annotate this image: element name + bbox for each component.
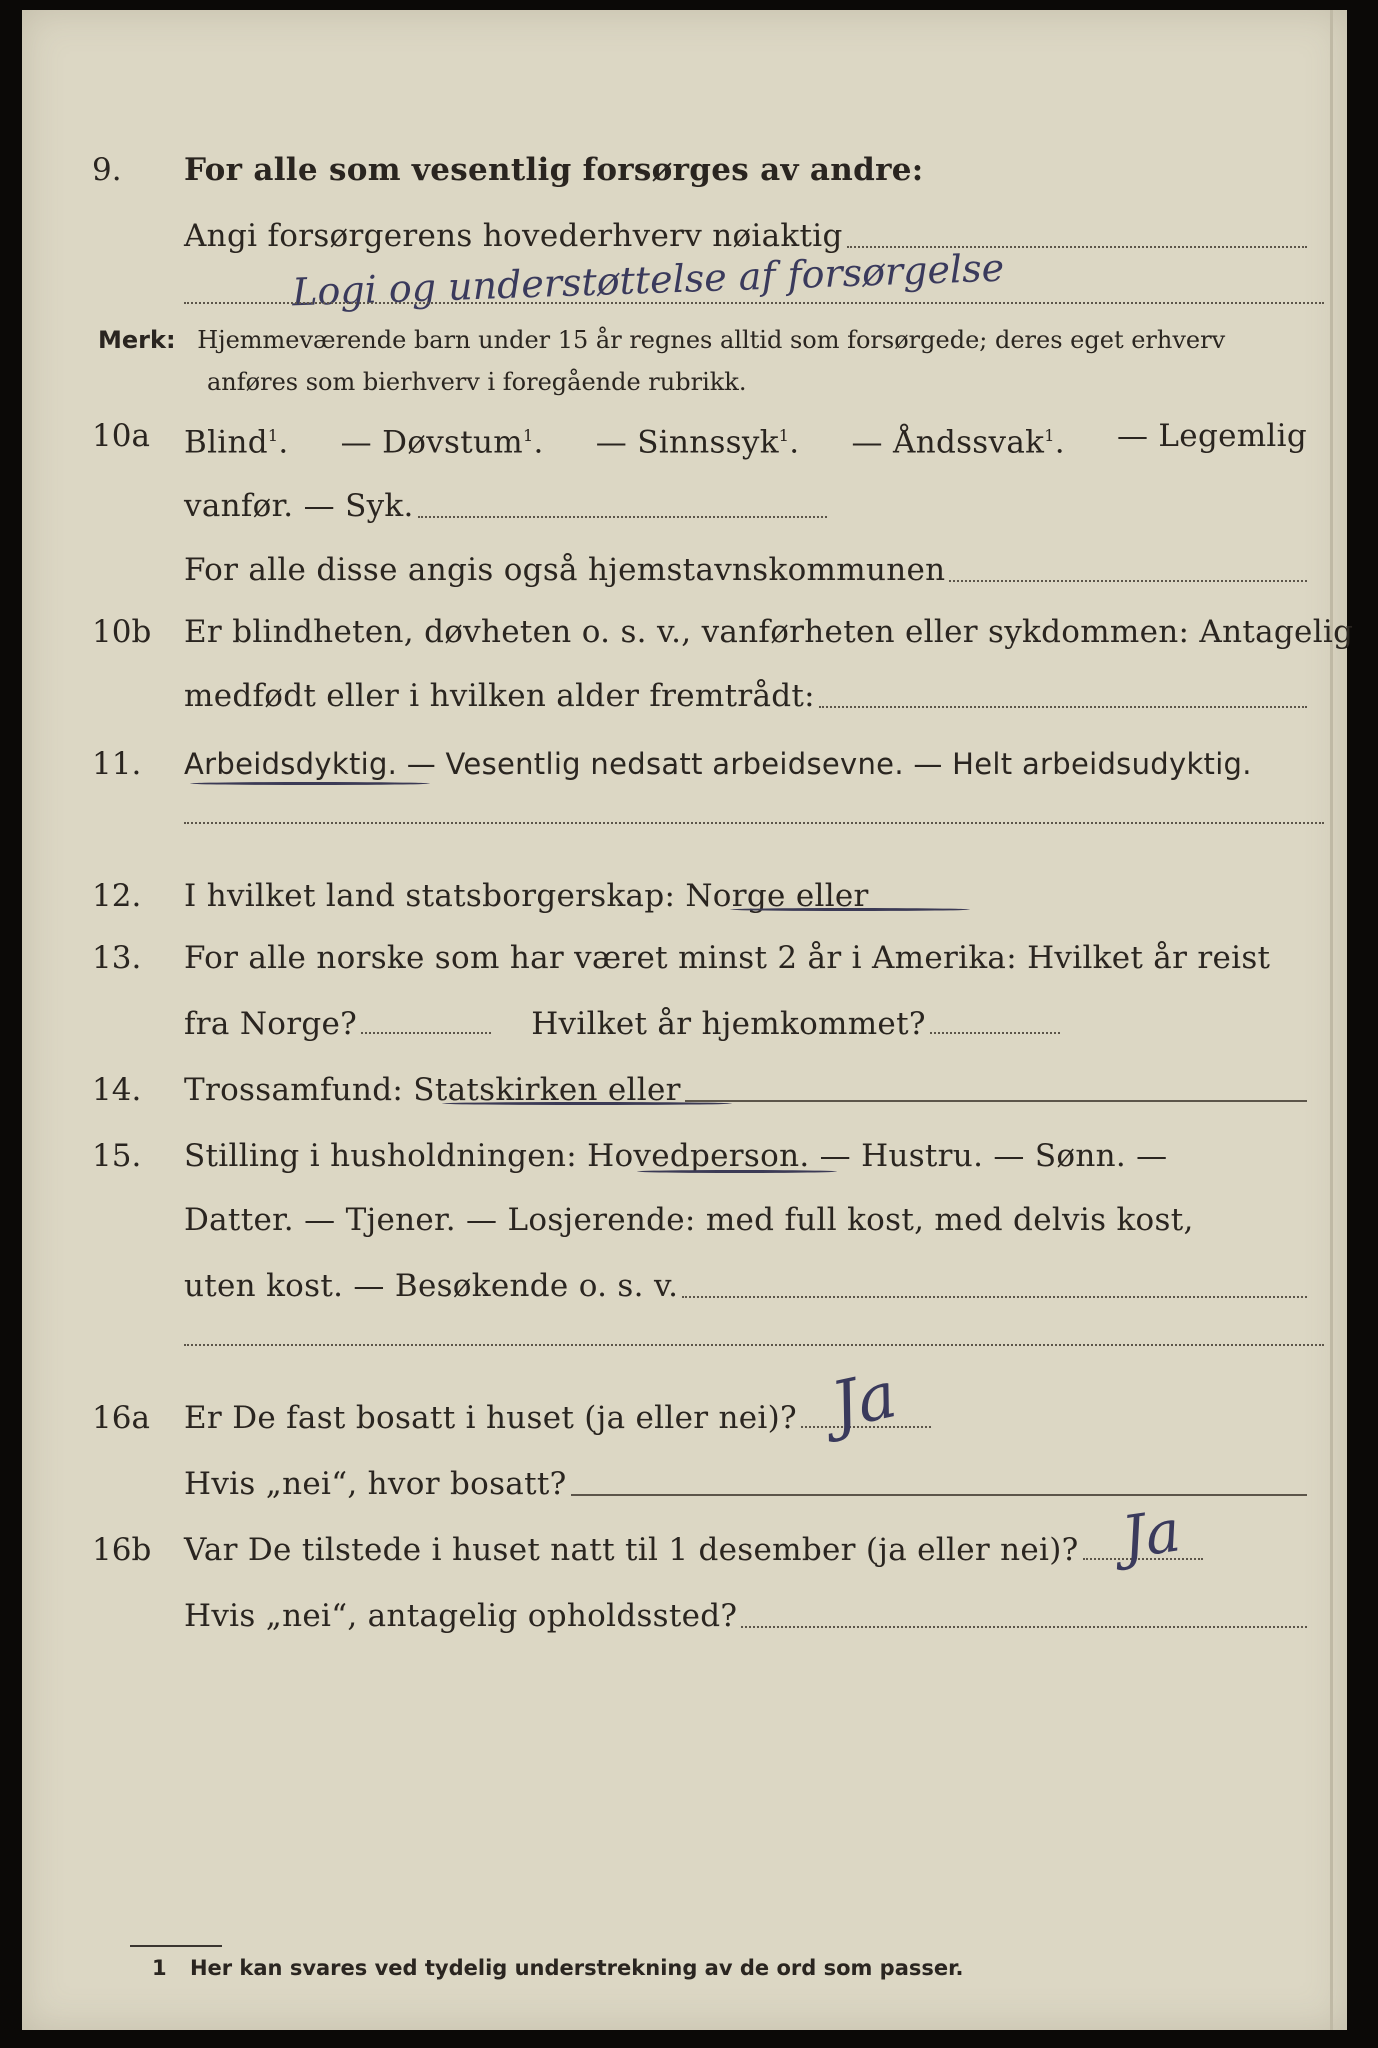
q10b-number: 10b (92, 614, 152, 650)
q10a-line3 (184, 544, 1307, 596)
q15-line3-fill (682, 1294, 1307, 1298)
q13-row2 (22, 998, 1347, 1050)
merk-note-line2 (207, 364, 746, 400)
q15-answer-rule (184, 1344, 1324, 1346)
q15-line3-text: uten kost. — Besøkende o. s. v. (184, 1268, 679, 1304)
q13-line1: For alle norske som har været minst 2 år i Amerika: Hvilket år reist (184, 940, 1271, 976)
footnote-mark: 1 (152, 1956, 167, 1980)
merk-text-1: Hjemmeværende barn under 15 år regnes alltid som forsørgede; deres eget erhverv (197, 326, 1226, 354)
q16a-line1 (184, 1392, 1307, 1444)
q9-answer-rule (184, 302, 1324, 304)
q10a-item-blind: Blind$^1$. (184, 424, 289, 461)
merk-note-line1 (98, 322, 1225, 358)
q10a-row3 (22, 544, 1347, 596)
q16a-line2-fill (571, 1492, 1307, 1496)
q12-line: I hvilket land statsborgerskap: Norge eller (184, 878, 869, 914)
q13-line2b: Hvilket år hjemkommet? (531, 1006, 926, 1042)
q14-row (22, 1064, 1347, 1116)
footnote-text: Her kan svares ved tydelig understrekning av de ord som passer. (189, 1956, 964, 1980)
q9-handwritten-answer: Logi og understøttelse af forsørgelse (291, 245, 1005, 315)
q10b-row1 (22, 606, 1354, 658)
q10a-item-andssvak: — Åndssvak$^1$. (851, 424, 1065, 461)
q16b-line2-fill (741, 1624, 1307, 1628)
q16a-number: 16a (92, 1400, 150, 1436)
merk-text-2: anføres som bierhverv i foregående rubrikk. (207, 368, 747, 396)
q12-number: 12. (92, 878, 142, 914)
q10a-items (184, 410, 1307, 468)
q9-number: 9. (92, 152, 122, 188)
q10b-line2 (184, 670, 1307, 722)
q16b-number: 16b (92, 1532, 152, 1568)
q10a-row2 (22, 480, 1347, 532)
q10a-row1 (22, 410, 1347, 462)
q10a-line2-fill (418, 514, 827, 518)
q14-line-text: Trossamfund: Statskirken eller (184, 1072, 681, 1108)
q15-line1: Stilling i husholdningen: Hovedperson. — Hustru. — Sønn. — (184, 1138, 1168, 1174)
merk-label: Merk: (98, 326, 176, 354)
q15-hand-underline (637, 1170, 837, 1173)
q10a-item-dovstum: — Døvstum$^1$. (340, 424, 544, 461)
q11-line: Arbeidsdyktig. — Vesentlig nedsatt arbeidsevne. — Helt arbeidsudyktig. (184, 747, 1252, 781)
q10b-line2-fill (819, 704, 1307, 708)
q16a-line2-text: Hvis „nei“, hvor bosatt? (184, 1466, 567, 1502)
q14-number: 14. (92, 1072, 142, 1108)
q9-line-text: Angi forsørgerens hovederhverv nøiaktig (184, 218, 843, 254)
q15-line3 (184, 1260, 1307, 1312)
q13-number: 13. (92, 940, 142, 976)
q9-heading-row (22, 144, 1347, 196)
q10a-line2-text: vanfør. — Syk. (184, 488, 414, 524)
q16b-row2 (22, 1590, 1347, 1642)
q13-fill-a (361, 1030, 491, 1034)
q16b-line1-text: Var De tilstede i huset natt til 1 desember (ja eller nei)? (184, 1532, 1079, 1568)
q11-number: 11. (92, 746, 142, 782)
q11-hand-underline (190, 782, 430, 785)
q15-number: 15. (92, 1138, 142, 1174)
q14-hand-underline (442, 1102, 732, 1105)
q13-line2a: fra Norge? (184, 1006, 358, 1042)
q9-heading: For alle som vesentlig forsørges av andre: (184, 152, 924, 188)
q15-line2: Datter. — Tjener. — Losjerende: med full kost, med delvis kost, (184, 1202, 1194, 1238)
q14-line-fill (685, 1098, 1307, 1102)
footnote (152, 1956, 963, 1980)
q9-line-fill (847, 244, 1307, 248)
q10a-number: 10a (92, 418, 150, 454)
q16b-handwritten-answer: Ja (1117, 1496, 1185, 1572)
q15-row2 (22, 1194, 1347, 1246)
q10a-item-legemlig: — Legemlig (1116, 418, 1307, 454)
q11-answer-rule (184, 822, 1324, 824)
q16b-line2-text: Hvis „nei“, antagelig opholdssted? (184, 1598, 738, 1634)
q10b-line2-text: medfødt eller i hvilken alder fremtrådt: (184, 678, 815, 714)
q9-line-row (22, 210, 1347, 262)
q15-row1 (22, 1130, 1347, 1182)
q10b-line1: Er blindheten, døvheten o. s. v., vanførheten eller sykdommen: Antagelig (184, 614, 1354, 650)
q16a-handwritten-answer: Ja (825, 1358, 903, 1444)
q16a-row1 (22, 1392, 1347, 1444)
q14-line (184, 1064, 1307, 1116)
footnote-rule (130, 1945, 222, 1947)
q15-row3 (22, 1260, 1347, 1312)
q12-row (22, 870, 1347, 922)
q16a-line1-text: Er De fast bosatt i huset (ja eller nei)? (184, 1400, 797, 1436)
q13-fill-b (930, 1030, 1060, 1034)
q10a-line2 (184, 480, 827, 532)
q10a-item-sinnssyk: — Sinnssyk$^1$. (595, 424, 800, 461)
form-page (22, 10, 1354, 2030)
q13-row1 (22, 932, 1347, 984)
q12-hand-underline (730, 908, 970, 911)
q10b-row2 (22, 670, 1347, 722)
q16b-line2 (184, 1590, 1307, 1642)
q10a-line3-text: For alle disse angis også hjemstavnskommunen (184, 552, 946, 588)
q10a-line3-fill (949, 578, 1307, 582)
q13-line2 (184, 998, 1307, 1050)
